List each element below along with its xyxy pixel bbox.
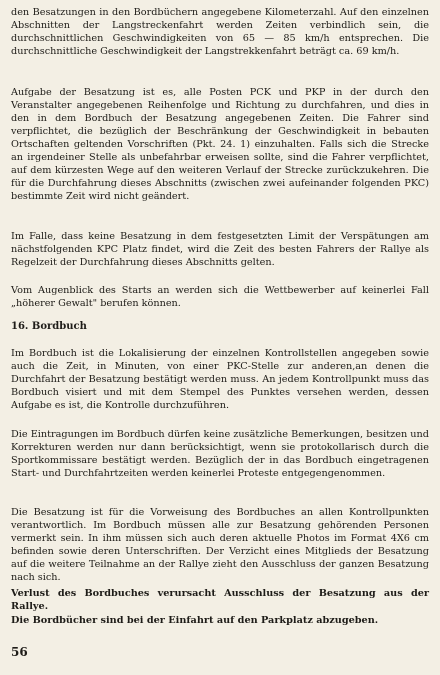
paragraph-force-majeure: Vom Augenblick des Starts an werden sich die Wettbewerber auf keinerlei Fall „höherer Gewalt" berufen können.	[11, 285, 429, 309]
paragraph-responsibility: Die Besatzung ist für die Vorweisung des Bordbuches an allen Kontrollpunkten verantwortlich. Im Bordbuch müssen alle zur Besatzung gehörenden Personen vermerkt sein. In ihm müssen sich auch deren aktuelle Photos im Format 4X6 cm befinden sowie deren Unterschriften. Der Verzicht eines Mitglieds der Besatzung auf die weitere Teilnahme an der Rallye zieht den Ausschluss der ganzen Besatzung nach sich.	[11, 507, 429, 583]
paragraph-distance: den Besatzungen in den Bordbüchern angegebene Kilometerzahl. Auf den einzelnen Abschnitten der Langstreckenfahrt werden Zeiten verbindlich sein, die durchschnittlichen Geschwindigkeiten von 65 — 85 km/h entsprechen. Die durchschnittliche Geschwindigkeit der Langstrekkenfahrt beträgt ca. 69 km/h.	[11, 7, 429, 57]
section-heading: 16. Bordbuch	[11, 321, 87, 332]
paragraph-loss: Verlust des Bordbuches verursacht Ausschluss der Besatzung aus der Rallye.	[11, 588, 429, 612]
paragraph-crew-duty: Aufgabe der Besatzung ist es, alle Posten PCK und PKP in der durch den Veranstalter angegebenen Reihenfolge und Richtung zu durchfahren, und dies in den in dem Bordbuch der Besatzung angegebenen Zeiten. Die Fahrer sind verpflichtet, die bezüglich der Beschränkung der Geschwindigkeit in bebauten Ortschaften geltenden Vorschriften (Pkt. 24. 1) einzuhalten. Falls sich die Strecke an irgendeiner Stelle als unbefahrbar erweisen sollte, sind die Fahrer verpflichtet, auf dem kürzesten Wege auf den weiteren Verlauf der Strecke zurückzukehren. Die für die Durchfahrung dieses Abschnitts (zwischen zwei aufeinander folgenden PKC) bestimmte Zeit wird nicht geändert.	[11, 87, 429, 202]
paragraph-handover: Die Bordbücher sind bei der Einfahrt auf den Parkplatz abzugeben.	[11, 615, 379, 626]
paragraph-delay-limit: Im Falle, dass keine Besatzung in dem festgesetzten Limit der Verspätungen am nächstfolgenden KPC Platz findet, wird die Zeit des besten Fahrers der Rallye als Regelzeit der Durchfahrung dieses Abschnitts gelten.	[11, 231, 429, 268]
paragraph-entries: Die Eintragungen im Bordbuch dürfen keine zusätzliche Bemerkungen, besitzen und Korrekturen werden nur dann berücksichtigt, wenn sie protokollarisch durch die Sportkommissare bestätigt werden. Bezüglich der in das Bordbuch eingetragenen Start- und Durchfahrtzeiten werden keinerlei Proteste entgegengenommen.	[11, 429, 429, 479]
page-number: 56	[11, 645, 28, 659]
paragraph-bordbuch-localisation: Im Bordbuch ist die Lokalisierung der einzelnen Kontrollstellen angegeben sowie auch die Zeit, in Minuten, von einer PKC-Stelle zur anderen,an denen die Durchfahrt der Besatzung bestätigt werden muss. An jedem Kontrollpunkt muss das Bordbuch visiert und mit dem Stempel des Punktes versehen werden, dessen Aufgabe es ist, die Kontrolle durchzuführen.	[11, 348, 429, 411]
